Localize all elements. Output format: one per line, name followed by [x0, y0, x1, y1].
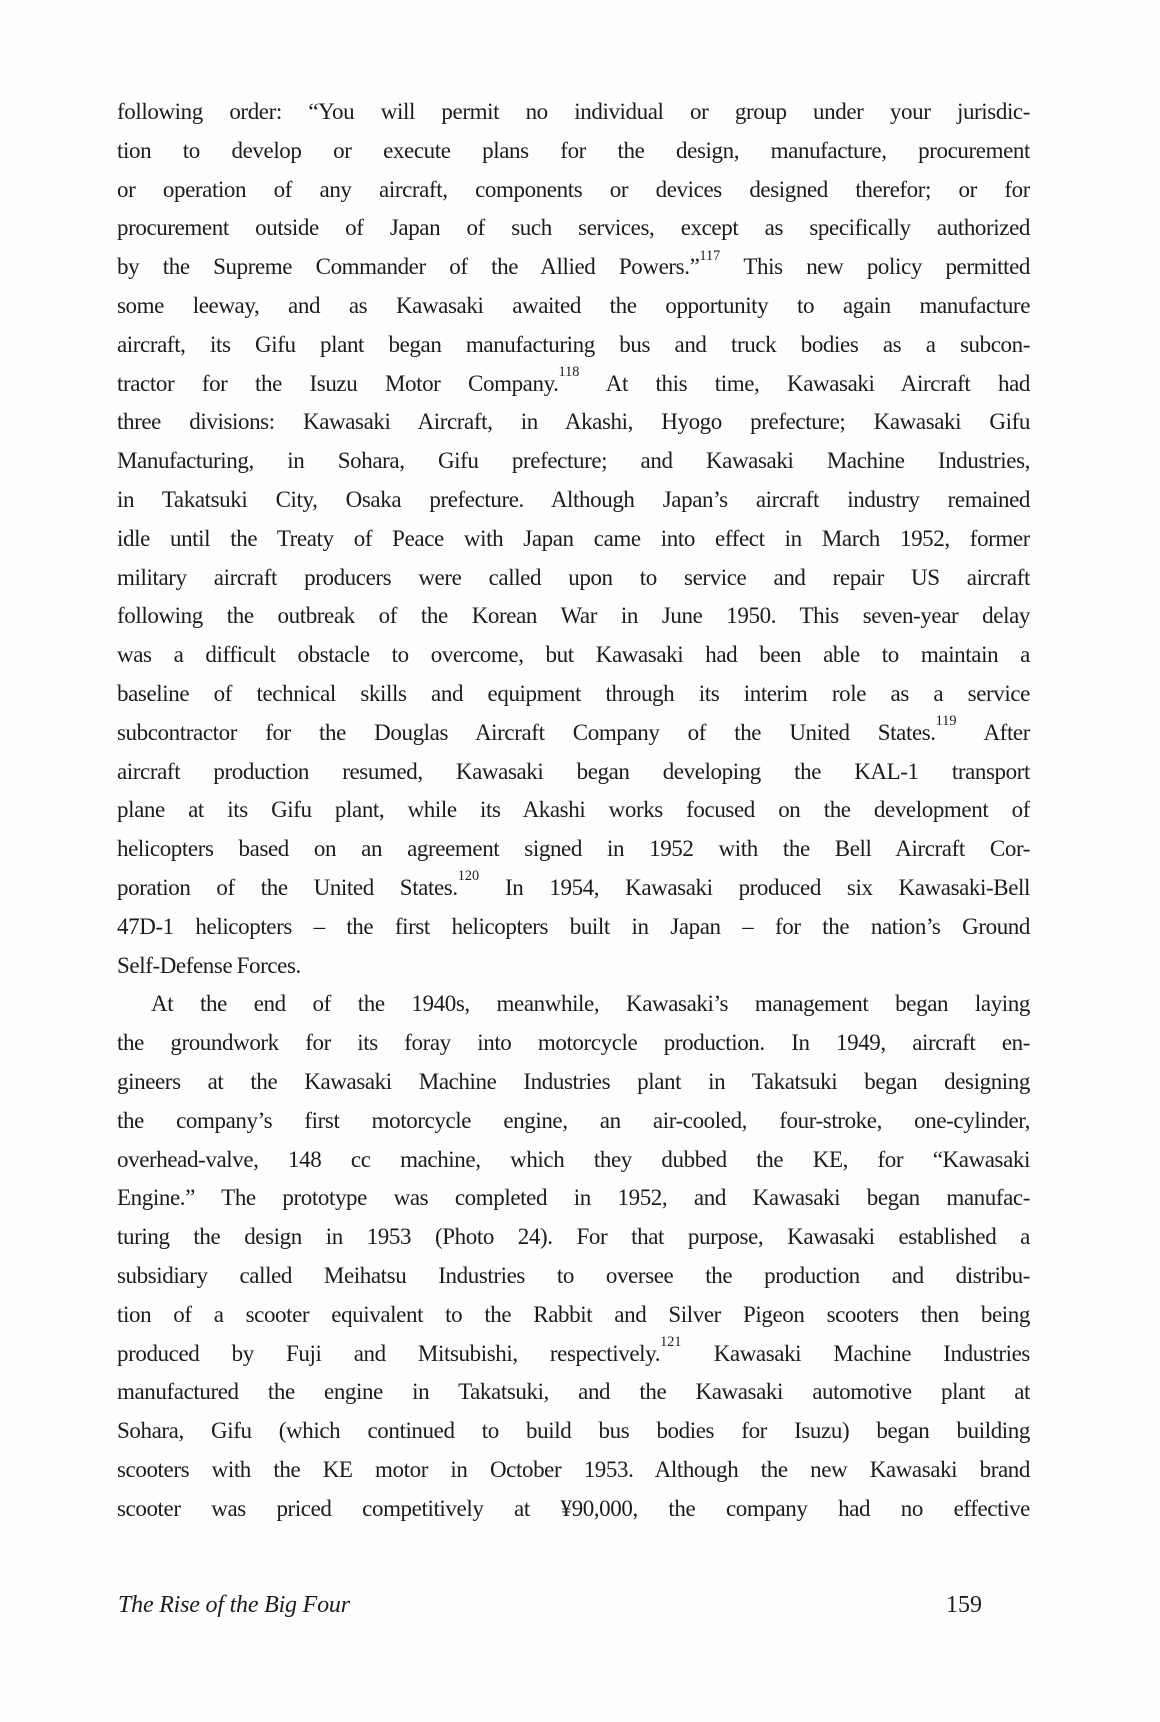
footnote-ref: 120: [457, 868, 480, 885]
body-line: subcontractor for the Douglas Aircraft Company of the United States.$^{119}$ After: [117, 713, 1030, 745]
page-number: 159: [946, 1592, 982, 1618]
body-line: At the end of the 1940s, meanwhile, Kawasaki’s management began laying: [151, 991, 1030, 1017]
body-line: aircraft, its Gifu plant began manufacturing bus and truck bodies as a subcon-: [117, 331, 1030, 357]
body-line: 47D-1 helicopters – the first helicopters built in Japan – for the nation’s Ground: [117, 913, 1030, 939]
body-line: manufactured the engine in Takatsuki, and the Kawasaki automotive plant at: [117, 1379, 1030, 1405]
body-line: produced by Fuji and Mitsubishi, respectively.$^{121}$ Kawasaki Machine Industries: [117, 1334, 1030, 1366]
body-line: Manufacturing, in Sohara, Gifu prefecture; and Kawasaki Machine Industries,: [117, 448, 1030, 474]
body-line: aircraft production resumed, Kawasaki began developing the KAL-1 transport: [117, 758, 1030, 784]
body-line: three divisions: Kawasaki Aircraft, in Akashi, Hyogo prefecture; Kawasaki Gifu: [117, 409, 1030, 435]
text-block: [117, 93, 1030, 1528]
body-line: or operation of any aircraft, components or devices designed therefor; or for: [117, 176, 1030, 202]
body-line: Engine.” The prototype was completed in 1952, and Kawasaki began manufac-: [117, 1185, 1030, 1211]
body-line: baseline of technical skills and equipment through its interim role as a service: [117, 680, 1030, 706]
body-line: military aircraft producers were called upon to service and repair US aircraft: [117, 564, 1030, 590]
body-line: idle until the Treaty of Peace with Japan came into effect in March 1952, former: [117, 525, 1030, 551]
running-footer-title: The Rise of the Big Four: [118, 1592, 350, 1618]
body-line: procurement outside of Japan of such services, except as specifically authorized: [117, 215, 1030, 241]
body-line: helicopters based on an agreement signed in 1952 with the Bell Aircraft Cor-: [117, 836, 1030, 862]
body-line: Sohara, Gifu (which continued to build bus bodies for Isuzu) began building: [117, 1418, 1030, 1444]
body-line: the company’s first motorcycle engine, an air-cooled, four-stroke, one-cylinder,: [117, 1107, 1030, 1133]
body-line: plane at its Gifu plant, while its Akashi works focused on the development of: [117, 797, 1030, 823]
body-line: Self-Defense Forces.: [117, 952, 301, 978]
body-line: tion of a scooter equivalent to the Rabbit and Silver Pigeon scooters then being: [117, 1301, 1030, 1327]
footnote-ref: 121: [660, 1334, 682, 1350]
body-line: scooter was priced competitively at ¥90,000, the company had no effective: [117, 1495, 1030, 1521]
footnote-ref: 117: [699, 248, 721, 264]
body-line: tractor for the Isuzu Motor Company.$^{118}$ At this time, Kawasaki Aircraft had: [117, 364, 1030, 396]
body-line: scooters with the KE motor in October 1953. Although the new Kawasaki brand: [117, 1456, 1030, 1482]
body-line: tion to develop or execute plans for the design, manufacture, procurement: [117, 137, 1030, 163]
body-line: following order: “You will permit no individual or group under your jurisdic-: [117, 99, 1030, 124]
body-line: overhead-valve, 148 cc machine, which they dubbed the KE, for “Kawasaki: [117, 1146, 1030, 1172]
body-line: the groundwork for its foray into motorcycle production. In 1949, aircraft en-: [117, 1030, 1030, 1056]
footnote-ref: 118: [558, 364, 580, 380]
body-line: by the Supreme Commander of the Allied Powers.”$^{117}$ This new policy permitted: [117, 248, 1030, 280]
body-line: turing the design in 1953 (Photo 24). For that purpose, Kawasaki established a: [117, 1224, 1030, 1250]
body-line: poration of the United States.$^{120}$ In 1954, Kawasaki produced six Kawasaki-Bell: [117, 868, 1030, 900]
body-line: subsidiary called Meihatsu Industries to oversee the production and distribu-: [117, 1262, 1030, 1288]
body-line: following the outbreak of the Korean War in June 1950. This seven-year delay: [117, 603, 1030, 629]
body-line: gineers at the Kawasaki Machine Industries plant in Takatsuki began designing: [117, 1068, 1030, 1094]
footnote-ref: 119: [935, 713, 957, 730]
body-line: was a difficult obstacle to overcome, but Kawasaki had been able to maintain a: [117, 642, 1030, 668]
body-line: some leeway, and as Kawasaki awaited the opportunity to again manufacture: [117, 292, 1030, 318]
body-line: in Takatsuki City, Osaka prefecture. Although Japan’s aircraft industry remained: [117, 486, 1030, 512]
